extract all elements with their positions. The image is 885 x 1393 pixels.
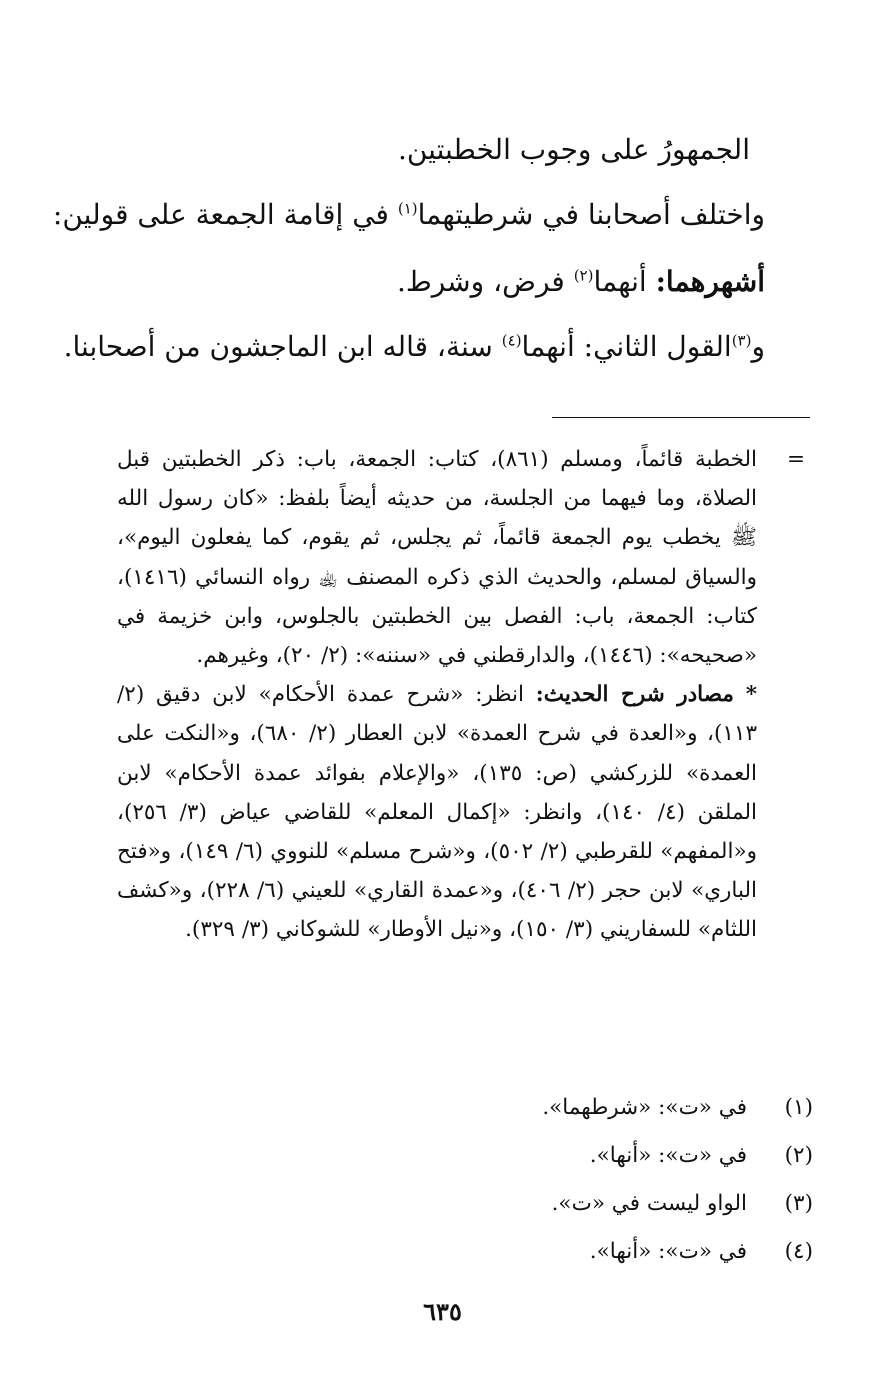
footnote-number: (٤)	[784, 1239, 813, 1264]
main-line-4-part-c: سنة، قاله ابن الماجشون من أصحابنا.	[63, 330, 502, 363]
hadith-sources-paragraph	[117, 675, 805, 949]
continuation-mark: =	[786, 447, 805, 472]
sources-text: انظر: «شرح عمدة الأحكام» لابن دقيق (٢/ ١١٣)، و«العدة في شرح العمدة» لابن العطار (٢/ ٦٨٠)، و«النكت على العمدة» للزركشي (ص: ١٣٥)، «والإعلام بفوائد عمدة الأحكام» لابن الملقن (٤/ ١٤٠)، وانظر: «إكمال المعلم» للقاضي عياض (٣/ ٢٥٦)، و«المفهم» للقرطبي (٢/ ٥٠٢)، و«شرح مسلم» للنووي (٦/ ١٤٩)، و«فتح الباري» لابن حجر (٢/ ٤٠٦)، و«عمدة القاري» للعيني (٦/ ٢٢٨)، و«كشف اللثام» للسفاريني (٣/ ١٥٠)، و«نيل الأوطار» للشوكاني (٣/ ٣٢٩).	[117, 682, 757, 943]
footnote-number: (١)	[784, 1095, 813, 1120]
main-line-3-part-b: فرض، وشرط.	[396, 265, 574, 298]
footnote-text: في «ت»: «أنها».	[589, 1239, 747, 1264]
footnotes-area	[117, 440, 805, 950]
footnote-separator	[552, 417, 810, 418]
footnote-ref-4[interactable]: (٤)	[501, 331, 522, 350]
star-mark: *	[745, 682, 757, 708]
footnote-text: الواو ليست في «ت».	[551, 1191, 747, 1216]
main-line-1-text: الجمهورُ على وجوب الخطبتين.	[397, 133, 750, 166]
main-line-2-part-b: في إقامة الجمعة على قولين:	[52, 198, 398, 231]
sources-heading: مصادر شرح الحديث:	[535, 682, 734, 708]
main-line-2-part-a: واختلف أصحابنا في شرطيتهما	[417, 198, 765, 231]
main-line-4-part-b: القول الثاني: أنهما	[521, 330, 732, 363]
page-number: ٦٣٥	[423, 1297, 462, 1326]
main-line-3-bold: أشهرهما:	[655, 265, 765, 298]
footnote-continuation	[117, 440, 805, 675]
footnote-text: في «ت»: «أنها».	[589, 1143, 747, 1168]
footnote-item	[125, 1234, 813, 1282]
footnote-item	[125, 1090, 813, 1138]
main-line-4-part-a: و	[751, 330, 765, 363]
main-text-line-3	[75, 262, 765, 302]
footnote-ref-3[interactable]: (٣)	[731, 331, 752, 350]
footnote-item	[125, 1186, 813, 1234]
footnote-number: (٣)	[784, 1191, 813, 1216]
footnote-text: في «ت»: «شرطهما».	[542, 1095, 747, 1120]
main-line-3-part-a: أنهما	[593, 265, 656, 298]
main-text-line-2	[52, 195, 765, 235]
footnote-ref-1[interactable]: (١)	[397, 199, 418, 218]
footnote-ref-2[interactable]: (٢)	[573, 266, 594, 285]
main-text-line-1	[60, 130, 750, 170]
footnote-number: (٢)	[784, 1143, 813, 1168]
footnote-item	[125, 1138, 813, 1186]
footnote-continuation-text: الخطبة قائماً، ومسلم (٨٦١)، كتاب: الجمعة، باب: ذكر الخطبتين قبل الصلاة، وما فيهما من الجلسة، من حديثه أيضاً بلفظ: «كان رسول الله ﷺ يخطب يوم الجمعة قائماً، ثم يجلس، ثم يقوم، كما يفعلون اليوم»، والسياق لمسلم، والحديث الذي ذكره المصنف ﵀ رواه النسائي (١٤١٦)، كتاب: الجمعة، باب: الفصل بين الخطبتين بالجلوس، وابن خزيمة في «صحيحه»: (١٤٤٦)، والدارقطني في «سننه»: (٢/ ٢٠)، وغيرهم.	[117, 447, 757, 669]
main-text-line-4	[63, 327, 765, 367]
numbered-footnotes	[125, 1090, 813, 1282]
